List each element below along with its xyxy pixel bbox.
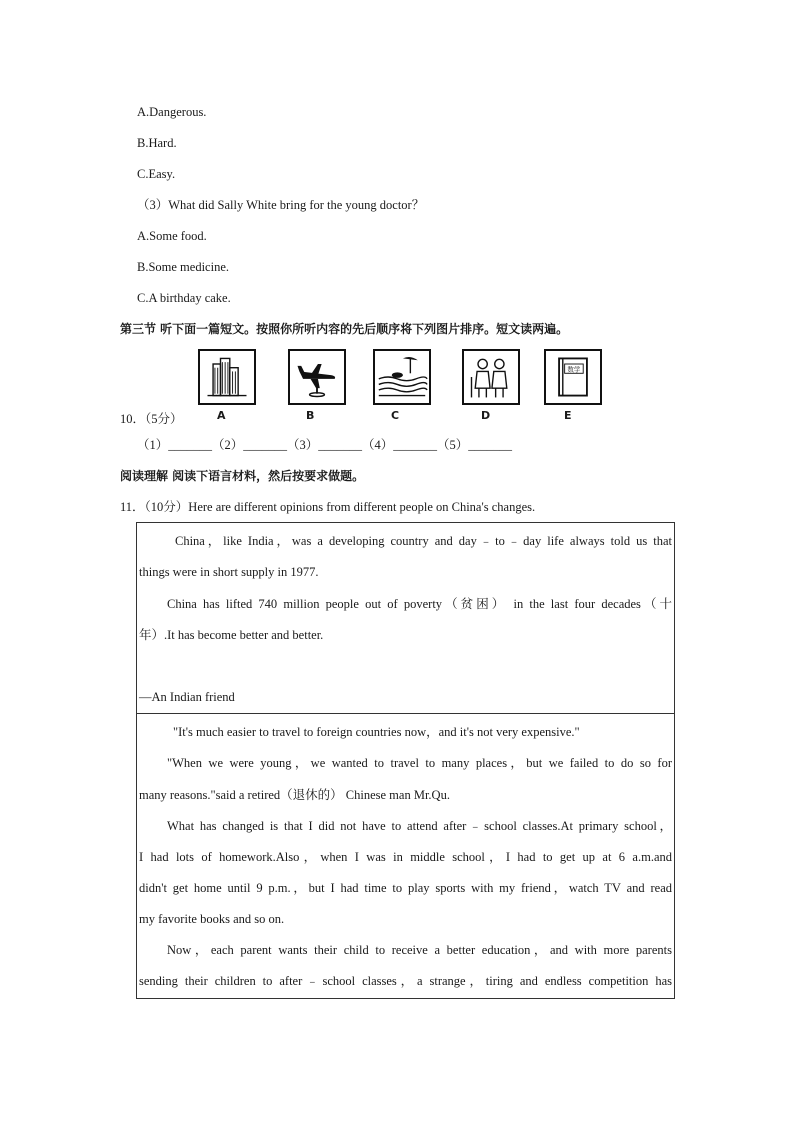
passage-line: sending their children to after﹣school classes，a strange，tiring and endless competition has	[139, 974, 672, 988]
option-a: A.Some food.	[137, 229, 207, 243]
passage-line: "When we were young，we wanted to travel to many places，but we failed to do so for	[167, 756, 672, 770]
picture-label-b: B	[306, 409, 315, 422]
passage-attribution: —An Indian friend	[139, 690, 235, 704]
picture-label-c: C	[391, 409, 400, 422]
option-c: C.Easy.	[137, 167, 176, 181]
question-10-title: 10．（5分）	[120, 412, 183, 426]
buildings-icon	[198, 349, 256, 405]
book-title: 数学	[567, 365, 581, 374]
passage-box-mr-qu	[136, 713, 675, 999]
passage-line: my favorite books and so on.	[139, 912, 285, 926]
passage-line: things were in short supply in 1977.	[139, 565, 319, 579]
airplane-icon	[288, 349, 346, 405]
option-b: B.Hard.	[137, 136, 177, 150]
question-3: （3）What did Sally White bring for the young doctor？	[137, 198, 425, 212]
question-11-title: 11．（10分）Here are different opinions from different people on China's changes.	[120, 500, 536, 514]
answer-blanks[interactable]: （1）_______（2）_______（3）_______（4）_______（5）_______	[137, 438, 513, 452]
passage-line: many reasons."said a retired（退休的） Chinese man Mr.Qu.	[139, 788, 450, 802]
math-book-icon	[544, 349, 602, 405]
option-b: B.Some medicine.	[137, 260, 229, 274]
option-c: C.A birthday cake.	[137, 291, 231, 305]
passage-line: China，like India，was a developing country and day﹣to﹣day life always told us that	[175, 534, 672, 548]
picture-label-a: A	[217, 409, 226, 422]
passage-line: What has changed is that I did not have to attend after﹣school classes.At primary school，	[167, 819, 672, 833]
passage-line: China has lifted 740 million people out of poverty（贫困） in the last four decades（十	[167, 597, 672, 611]
passage-line: I had lots of homework.Also，when I was in middle school，I had to get up at 6 a.m.and	[139, 850, 672, 864]
passage-line: 年）.It has become better and better.	[139, 628, 324, 642]
old-couple-icon	[462, 349, 520, 405]
option-a: A.Dangerous.	[137, 105, 207, 119]
section-3-heading: 第三节 听下面一篇短文。按照你所听内容的先后顺序将下列图片排序。短文读两遍。	[120, 322, 569, 336]
passage-box-indian-friend	[136, 522, 675, 714]
beach-icon	[373, 349, 431, 405]
passage-line: Now，each parent wants their child to receive a better education，and with more parents	[167, 943, 672, 957]
reading-heading: 阅读理解 阅读下语言材料，然后按要求做题。	[120, 469, 365, 483]
picture-label-d: D	[481, 409, 491, 422]
picture-label-e: E	[564, 409, 572, 422]
passage-line: didn't get home until 9 p.m.，but I had time to play sports with my friend，watch TV and read	[139, 881, 672, 895]
passage-line: "It's much easier to travel to foreign countries now，and it's not very expensive."	[173, 725, 580, 739]
